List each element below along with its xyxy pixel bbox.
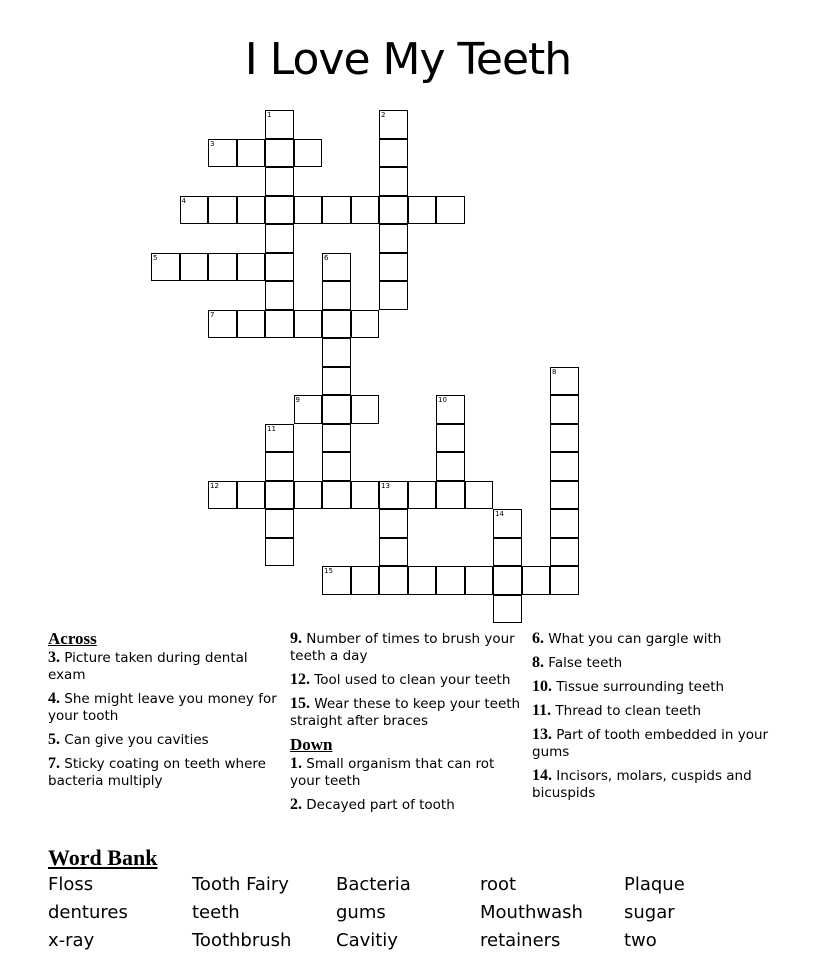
clue-item-number: 4. <box>48 690 60 707</box>
grid-cell[interactable] <box>379 253 408 282</box>
grid-cell[interactable] <box>208 139 237 168</box>
grid-cell[interactable] <box>379 538 408 567</box>
grid-cell[interactable] <box>265 509 294 538</box>
grid-cell[interactable] <box>265 452 294 481</box>
word-bank-word: Tooth Fairy <box>192 874 289 895</box>
grid-cell[interactable] <box>351 481 380 510</box>
clue-number: 7 <box>210 310 215 319</box>
clue-item <box>532 767 772 802</box>
grid-cell[interactable] <box>208 481 237 510</box>
grid-cell[interactable] <box>294 196 323 225</box>
grid-cell[interactable] <box>265 253 294 282</box>
grid-cell[interactable] <box>294 481 323 510</box>
grid-cell[interactable] <box>208 310 237 339</box>
grid-cell[interactable] <box>379 566 408 595</box>
grid-cell[interactable] <box>550 538 579 567</box>
grid-cell[interactable] <box>351 566 380 595</box>
puzzle-title: I Love My Teeth <box>244 34 572 85</box>
clue-item <box>290 630 522 665</box>
grid-cell[interactable] <box>436 481 465 510</box>
grid-cell[interactable] <box>294 395 323 424</box>
clue-item-number: 9. <box>290 630 302 647</box>
grid-cell[interactable] <box>265 281 294 310</box>
grid-cell[interactable] <box>493 509 522 538</box>
clue-item-text: Number of times to brush your teeth a day <box>290 631 515 664</box>
clue-item-number: 14. <box>532 767 552 784</box>
grid-cell[interactable] <box>322 338 351 367</box>
clue-item-text: Wear these to keep your teeth straight after braces <box>290 696 521 729</box>
grid-cell[interactable] <box>550 367 579 396</box>
clue-item <box>532 702 772 720</box>
grid-cell[interactable] <box>208 253 237 282</box>
word-bank-word: sugar <box>624 902 675 923</box>
grid-cell[interactable] <box>265 196 294 225</box>
clue-item <box>532 654 772 672</box>
clue-number: 14 <box>495 510 504 518</box>
clue-item <box>48 690 280 725</box>
grid-cell[interactable] <box>379 224 408 253</box>
clue-number: 12 <box>210 481 219 490</box>
grid-cell[interactable] <box>379 509 408 538</box>
clue-number: 13 <box>381 481 390 490</box>
clue-number: 1 <box>267 111 272 119</box>
clue-item-number: 8. <box>532 654 544 671</box>
grid-cell[interactable] <box>265 481 294 510</box>
grid-cell[interactable] <box>265 424 294 453</box>
grid-cell[interactable] <box>322 395 351 424</box>
grid-cell[interactable] <box>550 395 579 424</box>
word-bank-word: x-ray <box>48 930 95 951</box>
across-clue-list-continued <box>290 630 522 730</box>
grid-cell[interactable] <box>379 110 408 139</box>
grid-cell[interactable] <box>351 196 380 225</box>
clue-item <box>532 630 772 648</box>
grid-cell[interactable] <box>294 139 323 168</box>
word-bank-word: dentures <box>48 902 128 923</box>
word-bank-word: Floss <box>48 874 94 895</box>
grid-cell[interactable] <box>408 196 437 225</box>
down-heading: Down <box>290 735 333 754</box>
grid-cell[interactable] <box>322 196 351 225</box>
clue-item-text: Part of tooth embedded in your gums <box>532 727 769 760</box>
grid-cell[interactable] <box>237 310 266 339</box>
grid-cell[interactable] <box>550 481 579 510</box>
clue-item-text: Sticky coating on teeth where bacteria multiply <box>48 756 266 789</box>
clue-number: 8 <box>552 367 557 376</box>
clue-item-number: 7. <box>48 755 60 772</box>
clue-number: 9 <box>295 396 300 404</box>
grid-cell[interactable] <box>322 481 351 510</box>
clue-item-text: False teeth <box>544 655 623 671</box>
grid-cell[interactable] <box>322 281 351 310</box>
grid-cell[interactable] <box>436 196 465 225</box>
grid-cell[interactable] <box>237 253 266 282</box>
clue-item-number: 2. <box>290 796 302 813</box>
grid-cell[interactable] <box>265 538 294 567</box>
grid-cell[interactable] <box>493 595 522 624</box>
grid-cell[interactable] <box>208 196 237 225</box>
clue-item-number: 15. <box>290 695 310 712</box>
grid-cell[interactable] <box>265 139 294 168</box>
grid-cell[interactable] <box>237 139 266 168</box>
word-bank-word: Plaque <box>624 874 685 895</box>
grid-cell[interactable] <box>322 367 351 396</box>
clues-column-3 <box>532 630 772 808</box>
grid-cell[interactable] <box>550 566 579 595</box>
word-bank-word: retainers <box>480 930 561 951</box>
grid-cell[interactable] <box>351 310 380 339</box>
clue-number: 10 <box>438 396 447 404</box>
clue-item-text: Decayed part of tooth <box>302 797 455 813</box>
grid-cell[interactable] <box>294 310 323 339</box>
word-bank-heading: Word Bank <box>48 845 158 870</box>
clue-item-number: 6. <box>532 630 544 647</box>
grid-cell[interactable] <box>322 452 351 481</box>
grid-cell[interactable] <box>436 452 465 481</box>
clue-item-text: Tissue surrounding teeth <box>552 679 725 695</box>
clue-item <box>290 796 522 814</box>
clue-item-text: Thread to clean teeth <box>551 703 702 719</box>
clue-item <box>290 755 522 790</box>
clues-column-1 <box>48 630 280 796</box>
clue-item <box>290 671 522 689</box>
grid-cell[interactable] <box>265 167 294 196</box>
clue-item <box>532 678 772 696</box>
clue-item <box>290 695 522 730</box>
grid-cell[interactable] <box>550 424 579 453</box>
grid-cell[interactable] <box>322 310 351 339</box>
clue-item-number: 12. <box>290 671 310 688</box>
grid-cell[interactable] <box>151 253 180 282</box>
grid-cell[interactable] <box>436 566 465 595</box>
grid-cell[interactable] <box>465 481 494 510</box>
grid-cell[interactable] <box>493 566 522 595</box>
clue-item-text: What you can gargle with <box>544 631 722 647</box>
grid-cell[interactable] <box>408 481 437 510</box>
grid-cell[interactable] <box>322 253 351 282</box>
grid-cell[interactable] <box>379 196 408 225</box>
clue-item-number: 11. <box>532 702 552 719</box>
clue-item-number: 5. <box>48 731 60 748</box>
down-clue-list-continued <box>532 630 772 802</box>
grid-cell[interactable] <box>180 196 209 225</box>
clue-item-number: 13. <box>532 726 552 743</box>
grid-cell[interactable] <box>379 139 408 168</box>
grid-cell[interactable] <box>351 395 380 424</box>
clue-item-text: Tool used to clean your teeth <box>310 672 511 688</box>
clue-item <box>48 649 280 684</box>
grid-cell[interactable] <box>408 566 437 595</box>
grid-cell[interactable] <box>522 566 551 595</box>
clue-item-number: 10. <box>532 678 552 695</box>
clue-number: 2 <box>381 111 386 119</box>
clue-number: 3 <box>210 139 215 148</box>
across-clue-list <box>48 649 280 790</box>
down-clue-list <box>290 755 522 814</box>
clue-number: 6 <box>324 253 329 262</box>
grid-cell[interactable] <box>493 538 522 567</box>
grid-cell[interactable] <box>436 395 465 424</box>
word-bank-word: teeth <box>192 902 240 923</box>
grid-cell[interactable] <box>465 566 494 595</box>
grid-cell[interactable] <box>379 281 408 310</box>
grid-cell[interactable] <box>436 424 465 453</box>
clues-column-2 <box>290 630 522 820</box>
grid-cell[interactable] <box>265 310 294 339</box>
clue-item <box>48 731 280 749</box>
grid-cell[interactable] <box>237 481 266 510</box>
grid-cell[interactable] <box>322 566 351 595</box>
word-bank-word: gums <box>336 902 386 923</box>
clue-item-text: Can give you cavities <box>60 732 209 748</box>
grid-cell[interactable] <box>550 452 579 481</box>
clue-number: 11 <box>267 424 276 433</box>
grid-cell[interactable] <box>265 110 294 139</box>
grid-cell[interactable] <box>322 424 351 453</box>
clue-item-number: 1. <box>290 755 302 772</box>
grid-cell[interactable] <box>180 253 209 282</box>
clue-item <box>532 726 772 761</box>
clue-item-text: Small organism that can rot your teeth <box>290 756 495 789</box>
word-bank-word: Cavitiy <box>336 930 398 951</box>
clue-item-number: 3. <box>48 649 60 666</box>
clue-number: 4 <box>181 196 186 205</box>
clue-number: 5 <box>153 253 158 262</box>
clue-item-text: She might leave you money for your tooth <box>48 691 277 724</box>
word-bank-word: Mouthwash <box>480 902 583 923</box>
grid-cell[interactable] <box>237 196 266 225</box>
word-bank-word: two <box>624 930 657 951</box>
across-heading: Across <box>48 629 97 648</box>
clue-item-text: Incisors, molars, cuspids and bicuspids <box>532 768 752 801</box>
grid-cell[interactable] <box>265 224 294 253</box>
word-bank-word: Bacteria <box>336 874 411 895</box>
clue-item-text: Picture taken during dental exam <box>48 650 248 683</box>
clue-number: 15 <box>324 567 333 575</box>
word-bank-word: root <box>480 874 517 895</box>
grid-cell[interactable] <box>379 481 408 510</box>
grid-cell[interactable] <box>550 509 579 538</box>
clue-item <box>48 755 280 790</box>
grid-cell[interactable] <box>379 167 408 196</box>
word-bank-word: Toothbrush <box>192 930 292 951</box>
